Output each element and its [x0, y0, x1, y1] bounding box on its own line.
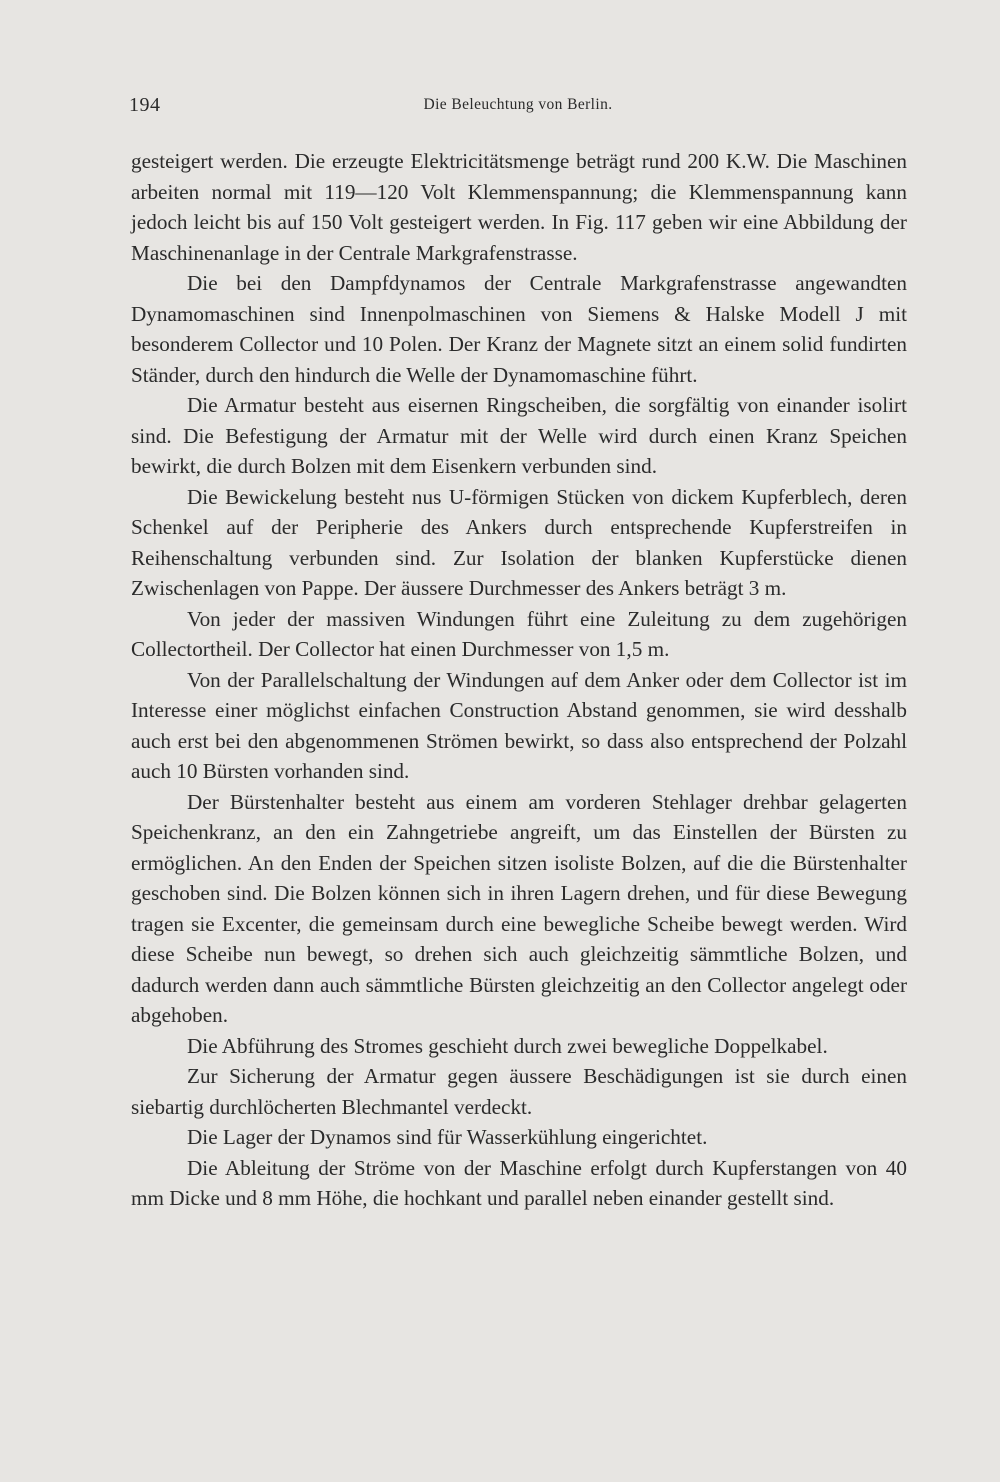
paragraph: Zur Sicherung der Armatur gegen äussere Beschädigungen ist sie durch einen siebartig durchlöcherten Blechmantel verdeckt.	[131, 1064, 907, 1119]
paragraph: Die Abführung des Stromes geschieht durch zwei bewegliche Doppelkabel.	[187, 1033, 828, 1058]
paragraph: Von jeder der massiven Windungen führt eine Zuleitung zu dem zugehörigen Collectortheil. Der Collector hat einen Durchmesser von 1,5 m.	[131, 606, 907, 661]
paragraph: Von der Parallelschaltung der Windungen auf dem Anker oder dem Collector ist im Interesse einer möglichst einfachen Construction Abstand genommen, sie wird desshalb auch erst bei den abgenommenen Strömen bewirkt, so dass also entsprechend der Polzahl auch 10 Bürsten vorhanden sind.	[131, 667, 907, 783]
paragraph: Die Bewickelung besteht nus U-förmigen Stücken von dickem Kupferblech, deren Schenkel auf der Peripherie des Ankers durch entsprechende Kupferstreifen in Reihenschaltung verbunden sind. Zur Isolation der blanken Kupferstücke dienen Zwischenlagen von Pappe. Der äussere Durchmesser des Ankers beträgt 3 m.	[131, 484, 907, 600]
body-text	[131, 146, 907, 1214]
paragraph: Die bei den Dampfdynamos der Centrale Markgrafenstrasse angewandten Dynamomaschinen sind Innenpolmaschinen von Siemens & Halske Modell J mit besonderem Collector und 10 Polen. Der Kranz der Magnete sitzt an einem solid fundirten Ständer, durch den hindurch die Welle der Dynamomaschine führt.	[131, 271, 907, 387]
paragraph: Die Armatur besteht aus eisernen Ringscheiben, die sorgfältig von einander isolirt sind. Die Befestigung der Armatur mit der Welle wird durch einen Kranz Speichen bewirkt, die durch Bolzen mit dem Eisenkern verbunden sind.	[131, 393, 907, 478]
page-number: 194	[129, 94, 161, 116]
page-header	[129, 94, 907, 124]
paragraph: Der Bürstenhalter besteht aus einem am vorderen Stehlager drehbar gelagerten Speichenkranz, an den ein Zahngetriebe angreift, um das Einstellen der Bürsten zu ermöglichen. An den Enden der Speichen sitzen isoliste Bolzen, auf die die Bürstenhalter geschoben sind. Die Bolzen können sich in ihren Lagern drehen, und für diese Bewegung tragen sie Excenter, die gemeinsam durch eine bewegliche Scheibe bewegt werden. Wird diese Scheibe nun bewegt, so drehen sich auch gleichzeitig sämmtliche Bolzen, und dadurch werden dann auch sämmtliche Bürsten gleichzeitig an den Collector angelegt oder abgehoben.	[131, 789, 907, 1027]
paragraph: Die Lager der Dynamos sind für Wasserkühlung eingerichtet.	[187, 1125, 708, 1149]
paragraph: gesteigert werden. Die erzeugte Elektricitätsmenge beträgt rund 200 K.W. Die Maschinen arbeiten normal mit 119—120 Volt Klemmenspannung; die Klemmenspannung kann jedoch leicht bis auf 150 Volt gesteigert werden. In Fig. 117 geben wir eine Abbildung der Maschinenanlage in der Centrale Markgrafenstrasse.	[131, 149, 907, 265]
running-title: Die Beleuchtung von Berlin.	[423, 96, 613, 113]
paragraph: Die Ableitung der Ströme von der Maschine erfolgt durch Kupferstangen von 40 mm Dicke und 8 mm Höhe, die hochkant und parallel neben einander gestellt sind.	[131, 1155, 907, 1210]
